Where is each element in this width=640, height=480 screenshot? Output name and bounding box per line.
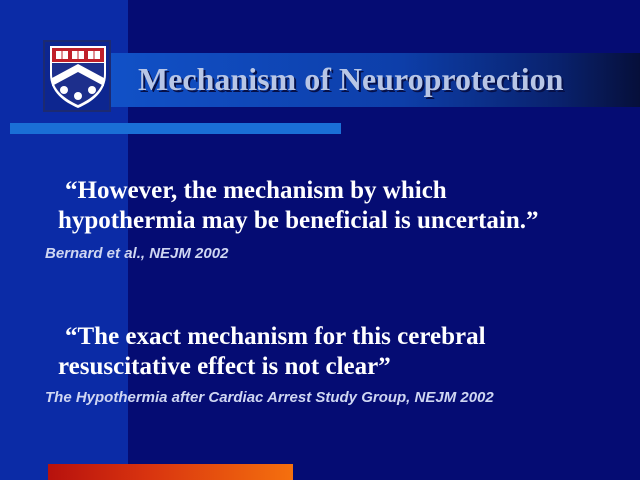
- title-underline-bar: [10, 123, 341, 134]
- quote-1-line-1: “However, the mechanism by which: [65, 177, 447, 204]
- university-logo: [43, 40, 111, 112]
- bottom-accent-bar: [48, 464, 293, 480]
- penn-shield-icon: [48, 44, 108, 110]
- quote-1-citation: Bernard et al., NEJM 2002: [45, 245, 229, 262]
- slide-title: Mechanism of Neuroprotection: [138, 61, 564, 97]
- quote-2-line-1: “The exact mechanism for this cerebral: [65, 323, 486, 350]
- quote-2: [45, 322, 486, 382]
- quote-2-citation: The Hypothermia after Cardiac Arrest Study Group, NEJM 2002: [45, 389, 494, 406]
- quote-1-line-2: hypothermia may be beneficial is uncertain.”: [58, 207, 539, 234]
- quote-2-line-2: resuscitative effect is not clear”: [58, 353, 391, 380]
- quote-1: [45, 176, 539, 236]
